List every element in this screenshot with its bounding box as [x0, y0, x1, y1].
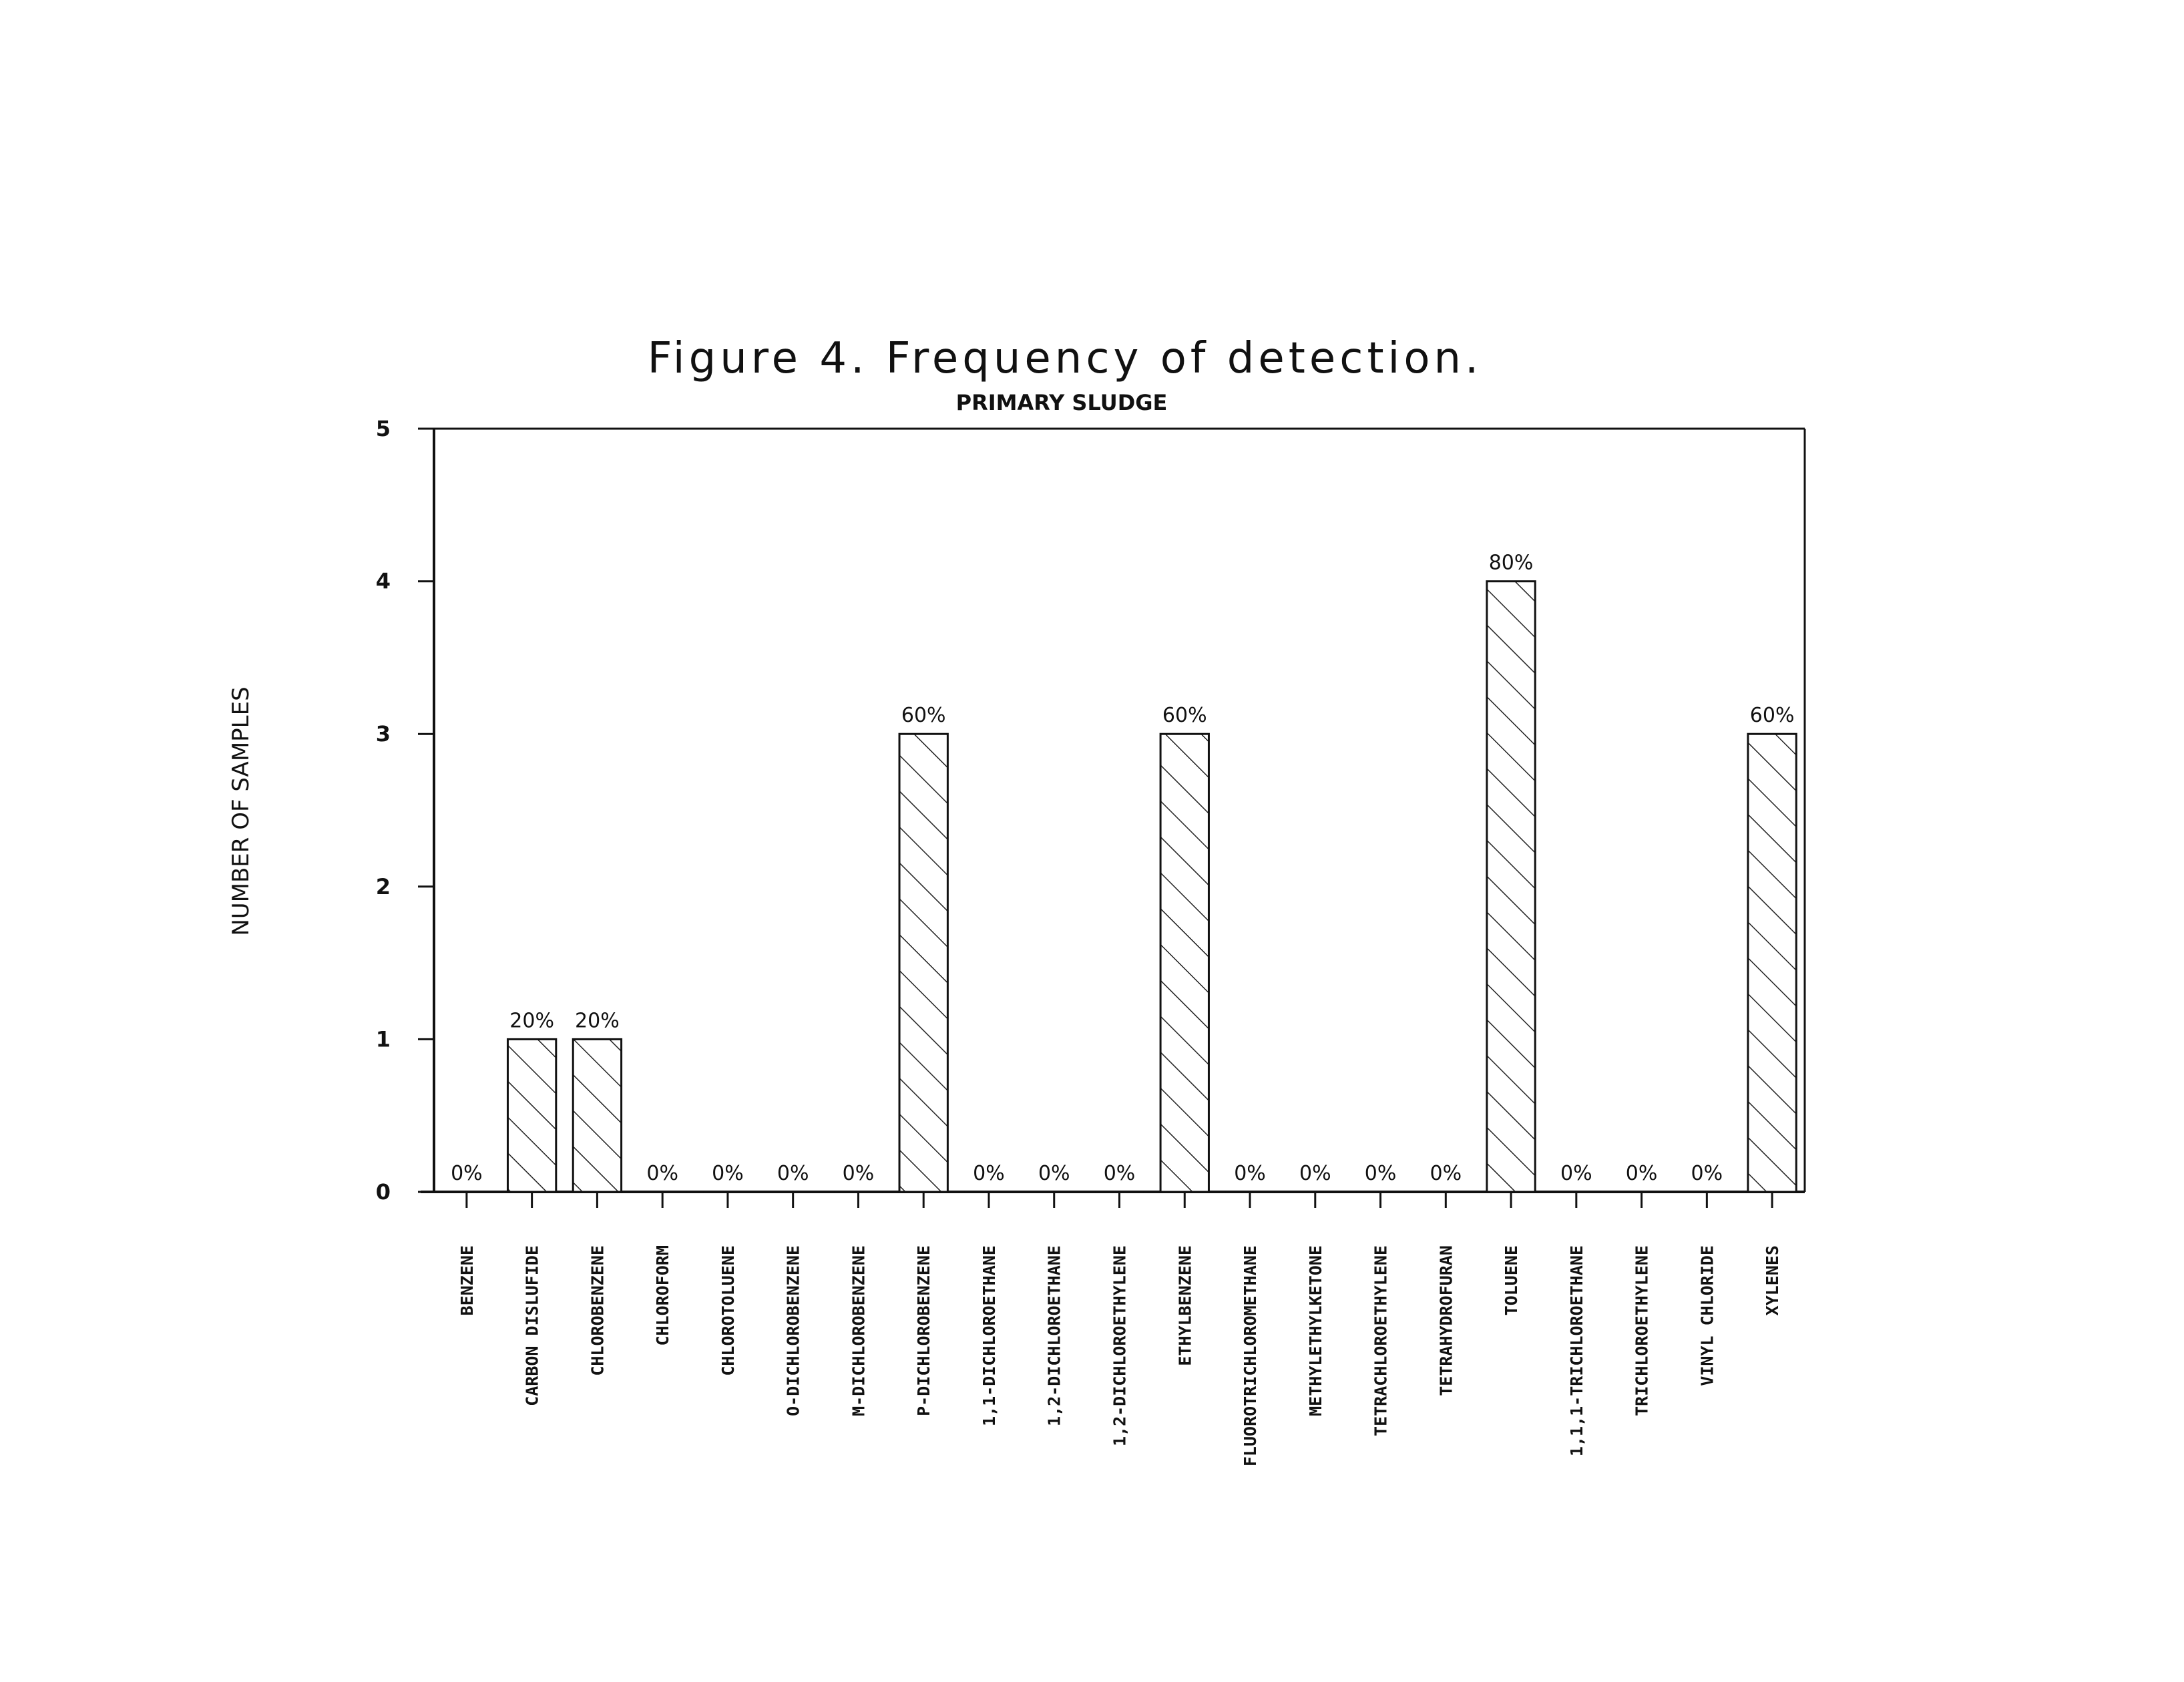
bar-data-label: 20%	[575, 1009, 620, 1033]
bar-data-label: 0%	[712, 1162, 744, 1185]
bar-data-label: 0%	[842, 1162, 875, 1185]
y-tick-label: 1	[375, 1026, 391, 1052]
plot-frame	[421, 429, 1805, 1192]
bar-data-label: 0%	[1038, 1162, 1070, 1185]
bar-data-label: 0%	[646, 1162, 678, 1185]
bar-data-label: 20%	[509, 1009, 554, 1033]
x-tick-label: CHLOROBENZENE	[588, 1245, 608, 1376]
x-tick-label: 1,2-DICHLOROETHYLENE	[1110, 1245, 1130, 1447]
data-labels	[451, 552, 1794, 1185]
x-tick-label: XYLENES	[1763, 1245, 1783, 1316]
y-axis-ticks	[376, 416, 434, 1205]
x-tick-label: CARBON DISLUFIDE	[522, 1245, 542, 1406]
y-tick-label: 0	[375, 1179, 391, 1205]
bar	[507, 1039, 556, 1192]
x-tick-label: VINYL CHLORIDE	[1697, 1245, 1717, 1386]
y-axis-label: NUMBER OF SAMPLES	[228, 686, 254, 936]
bar	[573, 1039, 621, 1192]
y-tick-label: 2	[375, 873, 391, 899]
y-tick-label: 3	[375, 721, 391, 747]
x-tick-label: FLUOROTRICHLOROMETHANE	[1241, 1245, 1261, 1467]
x-tick-label: CHLOROTOLUENE	[718, 1245, 738, 1376]
bar	[899, 734, 947, 1192]
bar-data-label: 60%	[901, 704, 946, 728]
x-tick-label: TOLUENE	[1502, 1245, 1522, 1316]
bar	[1487, 582, 1535, 1192]
y-tick-label: 4	[375, 568, 391, 594]
bar-data-label: 0%	[1364, 1162, 1397, 1185]
bar-data-label: 0%	[973, 1162, 1005, 1185]
y-tick-label: 5	[375, 416, 391, 441]
x-tick-label: TETRAHYDROFURAN	[1436, 1245, 1456, 1396]
bar-data-label: 0%	[1560, 1162, 1592, 1185]
bar-data-label: 0%	[1103, 1162, 1136, 1185]
x-tick-label: TRICHLOROETHYLENE	[1632, 1245, 1652, 1416]
chart-title: Figure 4. Frequency of detection.	[647, 334, 1483, 383]
x-tick-label: ETHYLBENZENE	[1175, 1245, 1195, 1366]
bar-data-label: 0%	[1234, 1162, 1266, 1185]
bar-data-label: 80%	[1488, 551, 1534, 575]
x-tick-label: CHLOROFORM	[653, 1245, 673, 1346]
bar	[1160, 734, 1209, 1192]
x-tick-label: BENZENE	[457, 1245, 477, 1316]
bar-data-label: 0%	[1691, 1162, 1723, 1185]
x-tick-label: 1,1,1-TRICHLOROETHANE	[1566, 1245, 1586, 1457]
x-tick-label: M-DICHLOROBENZENE	[849, 1245, 869, 1416]
x-tick-label: 1,2-DICHLOROETHANE	[1044, 1245, 1064, 1426]
bar-data-label: 60%	[1162, 704, 1207, 728]
bars	[443, 582, 1797, 1192]
x-tick-label: O-DICHLOROBENZENE	[783, 1245, 803, 1416]
x-axis-ticks	[457, 1192, 1782, 1466]
bar	[1748, 734, 1796, 1192]
x-tick-label: TETRACHLOROETHYLENE	[1371, 1245, 1391, 1436]
x-tick-label: 1,1-DICHLOROETHANE	[979, 1245, 999, 1426]
x-tick-label: METHYLETHYLKETONE	[1305, 1245, 1325, 1416]
chart-subtitle: PRIMARY SLUDGE	[955, 390, 1168, 415]
bar-data-label: 0%	[1299, 1162, 1331, 1185]
x-tick-label: P-DICHLOROBENZENE	[914, 1245, 934, 1416]
bar-data-label: 0%	[1625, 1162, 1658, 1185]
bar-data-label: 0%	[451, 1162, 483, 1185]
bar-data-label: 0%	[777, 1162, 809, 1185]
bar-data-label: 0%	[1430, 1162, 1462, 1185]
bar-data-label: 60%	[1749, 704, 1795, 728]
